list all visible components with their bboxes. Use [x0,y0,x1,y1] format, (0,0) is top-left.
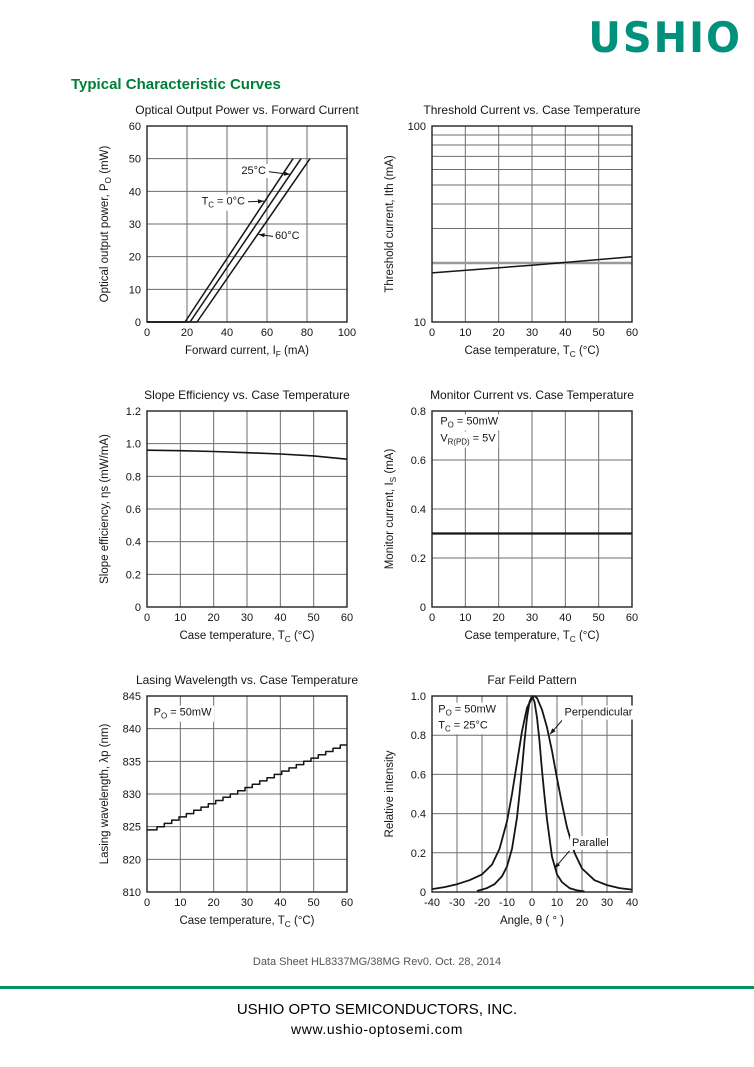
svg-text:830: 830 [122,789,141,801]
svg-text:0.6: 0.6 [125,504,141,516]
annotation [436,718,490,734]
chart-lasing-wavelength-vs-case-temperature [89,670,373,942]
footer-note: Data Sheet HL8337MG/38MG Rev0. Oct. 28, 2014 [252,956,502,968]
tick-labels [126,406,353,624]
svg-text:60: 60 [260,327,274,339]
website-url: www.ushio-optosemi.com [291,1021,463,1037]
ushio-logo: USHIO [588,14,742,63]
y-axis-title: Monitor current, $I_S$ (mA) [384,448,398,570]
svg-text:10: 10 [174,897,187,909]
svg-text:0.6: 0.6 [410,769,426,782]
svg-text:0: 0 [134,317,141,329]
y-axis-title: Optical output power, $P_O$ (mW) [99,145,113,303]
annotation-text: $P_O = 50mW$ [153,706,212,721]
svg-text:0.6: 0.6 [410,455,426,467]
x-axis-title: Angle, θ ( ° ) [499,915,565,927]
svg-text:0: 0 [428,612,436,624]
svg-text:0.4: 0.4 [410,504,426,516]
svg-text:100: 100 [337,327,357,339]
svg-text:0.2: 0.2 [410,553,426,565]
svg-text:0.4: 0.4 [410,808,426,821]
svg-text:40: 40 [625,897,639,909]
series-Tc-0C [147,159,293,322]
annotation [438,414,500,430]
chart-title: Monitor Current vs. Case Temperature [430,388,634,402]
x-axis-title: Case temperature, $T_C$ (°C) [179,630,315,644]
svg-text:100: 100 [407,121,426,133]
chart-svg-optical-output-power-vs-forward-current [89,100,373,372]
svg-text:825: 825 [122,821,141,834]
svg-text:50: 50 [307,897,320,909]
svg-text:20: 20 [180,327,194,339]
svg-text:-40: -40 [424,897,440,909]
svg-text:20: 20 [492,612,505,624]
annotation-text: 25°C [241,165,266,178]
tick-labels [129,121,356,339]
y-axis-title: Slope efficiency, ηs (mW/mA) [99,434,111,584]
svg-text:0: 0 [428,327,436,339]
svg-text:10: 10 [550,897,564,909]
y-axis-title: Threshold current, Ith (mA) [384,155,396,293]
x-axis-title: Forward current, $I_F$ (mA) [185,345,309,359]
svg-text:20: 20 [128,251,141,264]
svg-text:40: 40 [274,897,287,909]
y-axis-title: Relative intensity [384,750,396,838]
gridlines [147,411,347,607]
chart-title: Far Feild Pattern [487,673,577,687]
svg-text:30: 30 [240,612,254,624]
svg-text:30: 30 [525,327,539,339]
svg-text:1.0: 1.0 [410,691,426,703]
svg-text:0: 0 [419,887,426,899]
svg-text:0.8: 0.8 [410,406,426,418]
svg-text:820: 820 [122,854,141,867]
chart-threshold-current-vs-case-temperature [374,100,658,372]
svg-text:40: 40 [128,186,141,199]
chart-title: Lasing Wavelength vs. Case Temperature [135,673,359,687]
annotation [550,706,635,735]
svg-text:0.8: 0.8 [410,730,426,743]
chart-title: Optical Output Power vs. Forward Current [135,103,359,117]
annotation [259,229,302,243]
svg-text:20: 20 [575,897,589,909]
svg-text:60: 60 [625,612,639,624]
chart-slope-efficiency-vs-case-temperature [89,385,373,657]
svg-text:30: 30 [600,897,614,909]
annotation-text: $T_C = 25^\circ C$ [438,719,488,734]
svg-text:10: 10 [459,327,472,339]
annotation [200,195,264,211]
svg-text:40: 40 [220,327,234,339]
chart-optical-output-power-vs-forward-current [89,100,373,372]
svg-text:60: 60 [625,327,639,339]
svg-text:20: 20 [492,327,505,339]
svg-text:1.2: 1.2 [125,406,141,418]
gridlines [432,126,632,322]
y-axis-title: Lasing wavelength, λp (nm) [99,723,111,865]
x-axis-title: Case temperature, $T_C$ (°C) [464,345,600,359]
annotation [438,432,498,448]
svg-text:835: 835 [122,756,141,769]
svg-text:0.8: 0.8 [125,471,141,484]
svg-text:845: 845 [122,691,141,703]
chart-title: Threshold Current vs. Case Temperature [423,103,641,117]
gridlines [147,696,347,892]
annotation [152,706,214,722]
svg-text:50: 50 [592,327,605,339]
x-axis-title: Case temperature, $T_C$ (°C) [464,630,600,644]
page-title: Typical Characteristic Curves [71,76,281,93]
svg-text:50: 50 [592,612,605,624]
chart-svg-threshold-current-vs-case-temperature [374,100,658,372]
svg-text:0.4: 0.4 [125,536,141,549]
arrowhead [259,233,265,237]
svg-text:60: 60 [340,897,354,909]
chart-title: Slope Efficiency vs. Case Temperature [144,388,350,402]
footer-divider [0,986,754,989]
tick-labels [123,691,353,909]
svg-text:-20: -20 [474,897,490,909]
svg-text:30: 30 [240,897,254,909]
annotation-text: $V_{R(PD)} = 5V$ [440,432,496,447]
chart-monitor-current-vs-case-temperature [374,385,658,657]
chart-svg-far-field-pattern [374,670,658,942]
svg-text:20: 20 [207,897,220,909]
svg-text:40: 40 [274,612,287,624]
svg-text:0: 0 [134,602,141,614]
annotation-text: Perpendicular [564,706,633,719]
tick-labels [408,121,638,339]
annotation-text: $P_O = 50mW$ [438,703,497,718]
svg-text:0.2: 0.2 [125,569,141,582]
annotation-text: $T_C = 0^\circ C$ [201,195,245,210]
svg-text:10: 10 [413,317,426,329]
company-name: USHIO OPTO SEMICONDUCTORS, INC. [236,1001,518,1018]
svg-text:40: 40 [559,612,572,624]
gridlines [147,126,347,322]
svg-text:30: 30 [128,219,141,231]
svg-text:10: 10 [459,612,472,624]
annotation-text: Parallel [572,836,609,849]
svg-text:80: 80 [300,327,314,339]
svg-text:20: 20 [207,612,220,624]
svg-text:60: 60 [340,612,354,624]
svg-text:1.0: 1.0 [125,438,141,451]
svg-text:50: 50 [128,153,141,166]
svg-text:0: 0 [143,897,151,909]
svg-text:30: 30 [525,612,539,624]
annotation-text: 60°C [275,230,300,243]
svg-text:840: 840 [122,723,141,736]
chart-far-field-pattern [374,670,658,942]
annotation [555,836,611,869]
svg-text:10: 10 [128,284,141,297]
x-axis-title: Case temperature, $T_C$ (°C) [179,915,315,929]
svg-text:10: 10 [174,612,187,624]
annotation-text: $P_O = 50mW$ [440,415,499,430]
svg-text:0: 0 [143,327,151,339]
svg-text:0: 0 [528,897,536,909]
svg-text:-30: -30 [449,897,465,909]
chart-svg-slope-efficiency-vs-case-temperature [89,385,373,657]
svg-text:40: 40 [559,327,572,339]
svg-text:810: 810 [122,887,141,899]
svg-text:60: 60 [128,121,141,133]
svg-text:0: 0 [419,602,426,614]
svg-text:50: 50 [307,612,320,624]
svg-text:-10: -10 [499,897,515,909]
chart-svg-lasing-wavelength-vs-case-temperature [89,670,373,942]
chart-svg-monitor-current-vs-case-temperature [374,385,658,657]
svg-text:0: 0 [143,612,151,624]
annotation [436,703,498,719]
svg-text:0.2: 0.2 [410,847,426,860]
